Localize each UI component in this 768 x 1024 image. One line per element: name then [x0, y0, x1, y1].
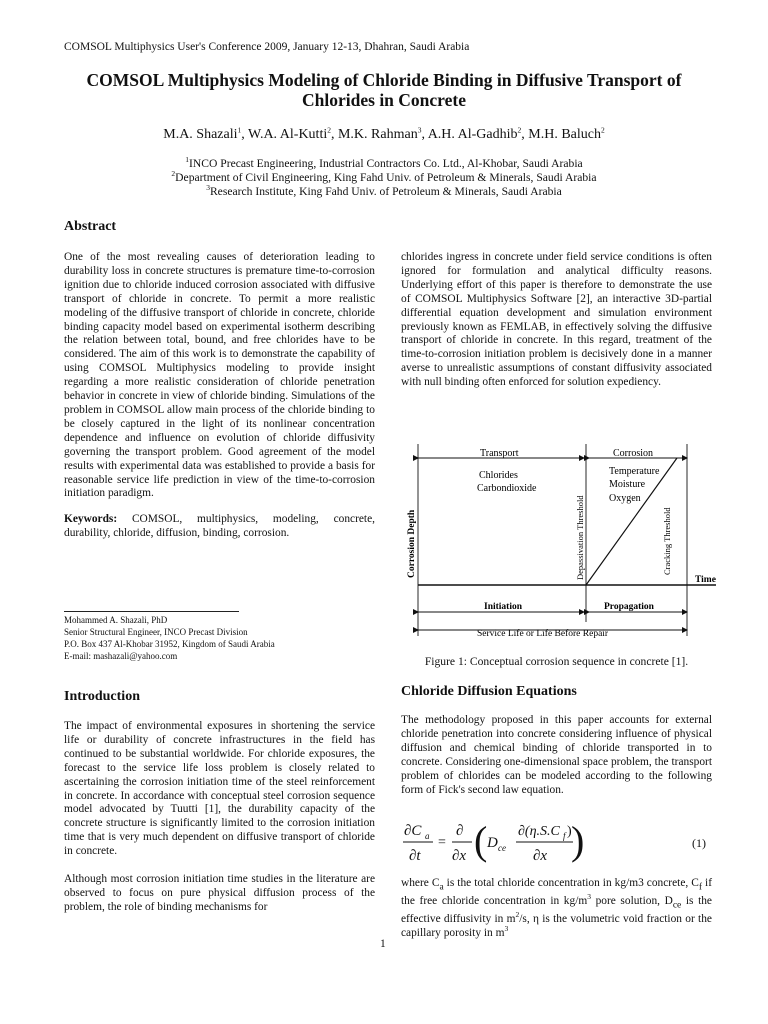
page-number: 1 — [380, 938, 386, 950]
svg-text:∂(η.S.C: ∂(η.S.C — [518, 824, 560, 839]
paragraph: The impact of environmental exposures in shortening the service life or durability of concrete infrastructures in the field has continued to be substantial worldwide. For chloride exposures, the forecast to the service life loss problem is closely related to ascertaining the corrosion initiation time of the steel reinforcement in concrete. In accordance with conceptual steel corrosion sequence model advocated by Tuutti [1], the durability capacity of the concrete structure is significantly limited to the corrosion initiation time that is very much dependent on diffusive transport of chloride in concrete. — [64, 720, 375, 858]
diffusion-heading: Chloride Diffusion Equations — [401, 684, 577, 699]
author: M.A. Shazali$^1$ — [163, 125, 242, 142]
label-chlorides: Chlorides — [479, 470, 518, 481]
label-initiation: Initiation — [484, 602, 523, 612]
footnote-rule — [64, 611, 239, 612]
label-temperature: Temperature — [609, 466, 660, 477]
diffusion-body: The methodology proposed in this paper accounts for external chloride penetration into concrete considering influence of physical diffusion and chemical binding of chloride transported in to concrete. Considering one-dimensional space problem, the transport problem of chlorides can be modeled according to the following form of Fick's second law equation. — [401, 714, 712, 796]
author: M.K. Rahman$^3$ — [337, 125, 422, 142]
abstract-text: One of the most revealing causes of deterioration leading to durability loss in concrete structures is premature time-to-corrosion ignition due to chloride induced corrosion associated with diffusive transport of chloride in concrete. To permit a more realistic modeling of the diffusive transport of chloride in concrete, chloride binding capacity model based on experimental isotherm describing the relation between total, bound, and free chlorides have to be considered. The aim of this work is to demonstrate the capability of using COMSOL Multiphysics modeling to provide insight regarding a more realistic consideration of chloride penetration behavior in concrete in view of chloride binding. Simulations of the problem in COMSOL allow main process of the chloride binding to be closely captured in the light of its nonlinear concentration dependence and influence on evolution of chloride diffusivity governing the transport problem. Good agreement of the model results with experimental data was established to provide a basis for reasonable service life prediction in view of the time-to-corrosion initiation paradigm. — [64, 251, 375, 500]
svg-text:f: f — [563, 831, 566, 841]
equation-number: (1) — [692, 836, 706, 850]
label-cracking-threshold: Cracking Threshold — [662, 507, 672, 575]
author-footnote: Mohammed A. Shazali, PhD Senior Structural Engineer, INCO Precast Division P.O. Box 437 Al-Khobar 31952, Kingdom of Saudi Arabia E-mail: mashazali@yahoo.com — [64, 615, 275, 661]
conference-header: COMSOL Multiphysics User's Conference 2009, January 12-13, Dhahran, Saudi Arabia — [64, 41, 470, 53]
x-axis-label: Time — [695, 575, 716, 585]
svg-text:a: a — [425, 831, 430, 841]
label-oxygen: Oxygen — [609, 493, 641, 504]
paper-title: COMSOL Multiphysics Modeling of Chloride Binding in Diffusive Transport of Chlorides in Concrete — [86, 70, 682, 110]
introduction-heading: Introduction — [64, 689, 140, 704]
where-text: where $C_a$ is the total chloride concentration in kg/m3 concrete, $C_f$ if the free chloride concentration in $kg/m^3$ pore solution, $D_{ce}$ is the effective diffusivity in $m^2/s$, η is the volumetric void fraction or the capillary porosity in $m^3$ — [401, 877, 712, 940]
y-axis-label: Corrosion Depth — [407, 509, 417, 578]
svg-text:∂t: ∂t — [409, 848, 421, 864]
introduction-body — [64, 720, 375, 915]
svg-text:∂x: ∂x — [533, 848, 548, 864]
author: W.A. Al-Kutti$^2$ — [248, 125, 331, 142]
affiliation: $^3$Research Institute, King Fahd Univ. of Petroleum & Minerals, Saudi Arabia — [206, 183, 562, 198]
corrosion-sequence-figure — [401, 430, 721, 645]
author: A.H. Al-Gadhib$^2$ — [427, 125, 522, 142]
label-transport: Transport — [480, 448, 519, 459]
intro-continued: chlorides ingress in concrete under field service conditions is often ignored for formulation and analytical difficulty reasons. Underlying effort of this paper is therefore to demonstrate the use of COMSOL Multiphysics Software [2], an interactive 3D-partial differential equation development and simulation environment previously known as FEMLAB, in effectively solving the diffusive transport of chloride in concrete. In this regard, treatment of the time-to-corrosion initiation problem is decisively done in a manner averse to unrealistic assumptions of constant diffusivity associated with null binding often enforced for solution expediency. — [401, 251, 712, 389]
figure-caption: Figure 1: Conceptual corrosion sequence in concrete [1]. — [424, 655, 689, 668]
label-carbondioxide: Carbondioxide — [477, 483, 537, 494]
svg-text:∂: ∂ — [456, 823, 464, 839]
svg-text:=: = — [438, 835, 446, 850]
equation-1 — [401, 818, 712, 868]
paragraph: Although most corrosion initiation time studies in the literature are observed to focus on pure physical diffusion process of the problem, the role of binding mechanisms for — [64, 873, 375, 913]
keywords: Keywords: COMSOL, multiphysics, modeling, concrete, durability, chloride, diffusion, binding, corrosion. — [64, 513, 375, 540]
affiliation: $^1$INCO Precast Engineering, Industrial Contractors Co. Ltd., Al-Khobar, Saudi Arabia — [185, 155, 583, 170]
svg-text:(: ( — [474, 818, 488, 863]
svg-text:ce: ce — [498, 843, 506, 853]
author: M.H. Baluch$^2$ — [528, 125, 605, 142]
svg-text:∂x: ∂x — [452, 848, 467, 864]
svg-text:∂C: ∂C — [404, 823, 422, 839]
affiliation: $^2$Department of Civil Engineering, King Fahd Univ. of Petroleum & Minerals, Saudi Arabia — [171, 169, 597, 184]
abstract-heading: Abstract — [64, 219, 117, 234]
svg-text:): ) — [567, 824, 572, 839]
affiliations — [60, 157, 708, 199]
svg-text:D: D — [487, 835, 498, 851]
abstract-body — [64, 251, 375, 541]
author-list: M.A. Shazali$^1$, W.A. Al-Kutti$^2$, M.K. Rahman$^3$, A.H. Al-Gadhib$^2$, M.H. Baluch$^2$ — [163, 125, 605, 142]
svg-text:): ) — [571, 818, 585, 863]
label-service-life: Service Life or Life Before Repair — [477, 629, 609, 639]
label-propagation: Propagation — [604, 602, 654, 612]
label-depassivation-threshold: Depassivation Threshold — [575, 495, 585, 580]
label-moisture: Moisture — [609, 479, 646, 490]
label-corrosion: Corrosion — [613, 448, 653, 459]
